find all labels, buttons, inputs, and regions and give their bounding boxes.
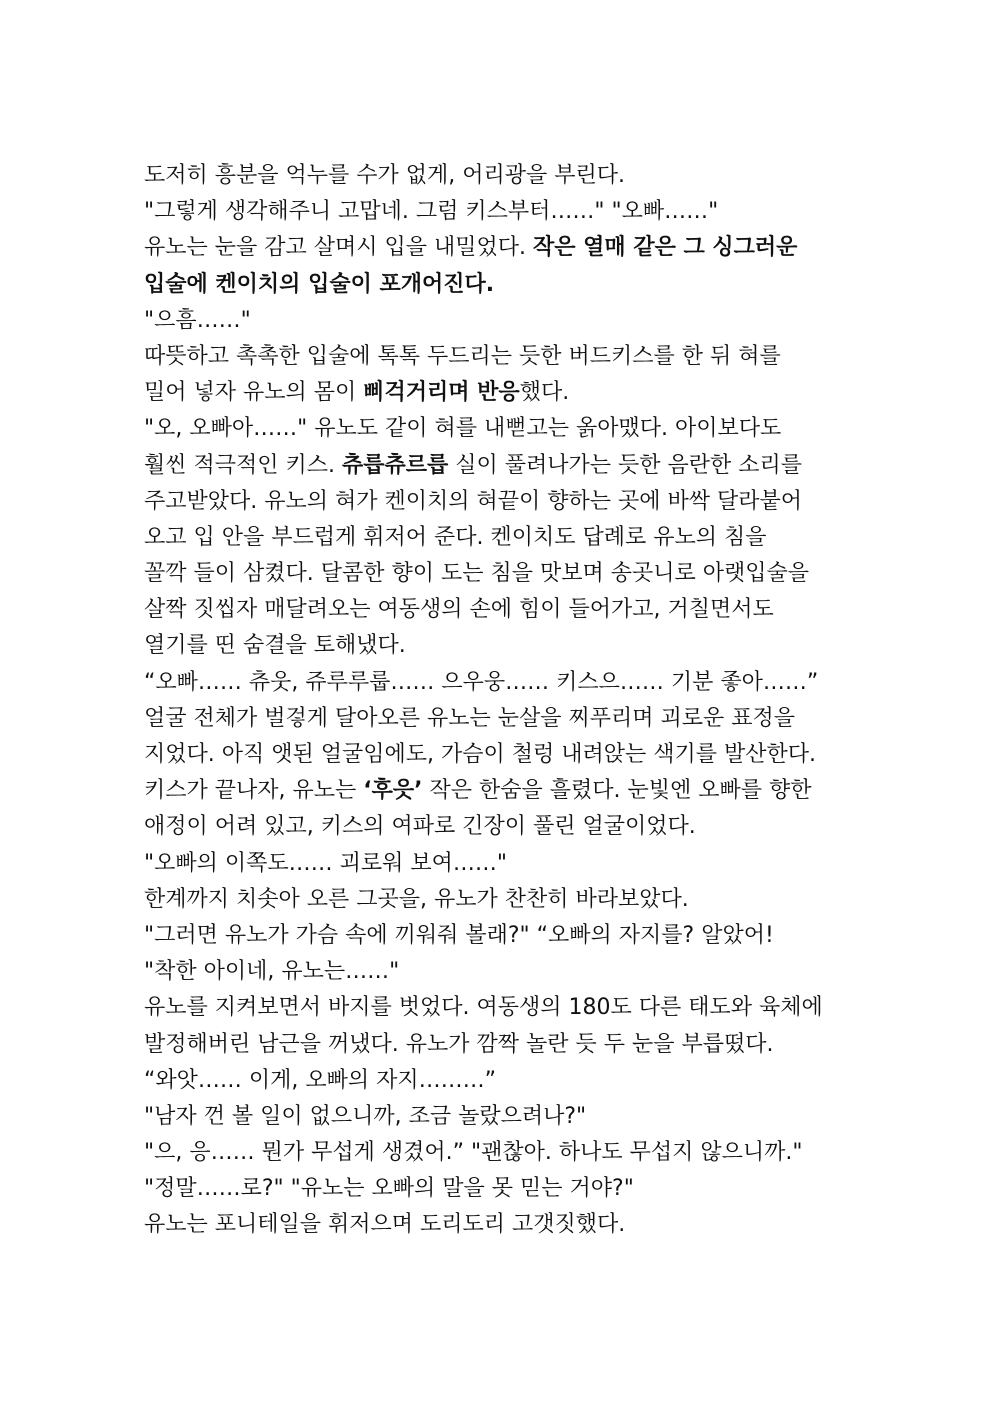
text-run: 유노는 눈을 감고 살며시 입을 내밀었다.	[144, 235, 533, 261]
text-run: "오빠의 이쪽도…… 괴로워 보여……"	[144, 850, 507, 876]
emphasized-text: 작은 열매 같은 그 싱그러운	[533, 235, 798, 261]
text-run: 꼴깍 들이 삼켰다. 달콤한 향이 도는 침을 맛보며 송곳니로 아랫입술을	[144, 561, 809, 587]
text-run: 했다.	[519, 380, 570, 406]
text-run: "남자 껀 볼 일이 없으니까, 조금 놀랐으려나?"	[144, 1103, 587, 1129]
text-run: "으, 응…… 뭔가 무섭게 생겼어.” "괜찮아. 하나도 무섭지 않으니까."	[144, 1140, 803, 1166]
text-line	[144, 737, 856, 773]
text-line	[144, 520, 856, 556]
text-run: "으흠……"	[144, 307, 251, 333]
text-line	[144, 990, 856, 1026]
emphasized-text: ‘후읏’	[363, 778, 423, 804]
emphasized-text: 츄릅츄르릅	[342, 452, 449, 478]
text-run: 애정이 어려 있고, 키스의 여파로 긴장이 풀린 얼굴이었다.	[144, 814, 696, 840]
text-line	[144, 1171, 856, 1207]
text-run: 밀어 넣자 유노의 몸이	[144, 380, 364, 406]
text-line	[144, 809, 856, 845]
text-line	[144, 1063, 856, 1099]
text-run: 오고 입 안을 부드럽게 휘저어 준다. 켄이치도 답례로 유노의 침을	[144, 524, 767, 550]
text-run: 훨씬 적극적인 키스.	[144, 452, 342, 478]
text-line	[144, 1207, 856, 1243]
text-run: 발정해버린 남근을 꺼냈다. 유노가 깜짝 놀란 듯 두 눈을 부릅떴다.	[144, 1031, 774, 1057]
text-run: "그러면 유노가 가슴 속에 끼워줘 볼래?" “오빠의 자지를? 알았어!	[144, 922, 774, 948]
text-line	[144, 918, 856, 954]
text-run: 살짝 짓씹자 매달려오는 여동생의 손에 힘이 들어가고, 거칠면서도	[144, 597, 774, 623]
text-line	[144, 1135, 856, 1171]
text-run: 도저히 흥분을 억누를 수가 없게, 어리광을 부린다.	[144, 163, 625, 188]
emphasized-text: 삐걱거리며 반응	[363, 380, 520, 406]
text-run: “와앗…… 이게, 오빠의 자지………”	[144, 1067, 497, 1093]
text-run: "착한 아이네, 유노는……"	[144, 959, 400, 985]
text-line	[144, 1027, 856, 1063]
text-line	[144, 628, 856, 664]
text-run: 실이 풀려나가는 듯한 음란한 소리를	[448, 452, 803, 478]
text-line	[144, 375, 856, 411]
text-line	[144, 882, 856, 918]
text-line	[144, 230, 856, 266]
text-line	[144, 194, 856, 230]
emphasized-text: 입술에 켄이치의 입술이 포개어진다.	[144, 271, 495, 297]
text-line	[144, 411, 856, 447]
text-run: 주고받았다. 유노의 혀가 켄이치의 혀끝이 향하는 곳에 바싹 달라붙어	[144, 488, 802, 514]
text-line	[144, 158, 856, 194]
text-run: 유노를 지켜보면서 바지를 벗었다. 여동생의 180도 다른 태도와 육체에	[144, 995, 823, 1021]
text-line	[144, 267, 856, 303]
text-run: “오빠…… 츄웃, 쥬루루룹…… 으우웅…… 키스으…… 기분 좋아……”	[144, 669, 819, 695]
text-line	[144, 592, 856, 628]
text-run: 얼굴 전체가 벌겋게 달아오른 유노는 눈살을 찌푸리며 괴로운 표정을	[144, 705, 796, 731]
text-line	[144, 665, 856, 701]
text-line	[144, 701, 856, 737]
body-text	[144, 158, 856, 1244]
text-run: "오, 오빠아……" 유노도 같이 혀를 내뻗고는 옭아맸다. 아이보다도	[144, 416, 782, 442]
text-line	[144, 954, 856, 990]
text-line	[144, 1099, 856, 1135]
text-line	[144, 773, 856, 809]
text-run: 키스가 끝나자, 유노는	[144, 778, 364, 804]
text-line	[144, 556, 856, 592]
text-line	[144, 339, 856, 375]
text-run: 지었다. 아직 앳된 얼굴임에도, 가슴이 철렁 내려앉는 색기를 발산한다.	[144, 742, 816, 767]
text-run: "그렇게 생각해주니 고맙네. 그럼 키스부터……" "오빠……"	[144, 199, 719, 225]
text-run: 유노는 포니테일을 휘저으며 도리도리 고갯짓했다.	[144, 1212, 626, 1238]
text-run: 열기를 띤 숨결을 토해냈다.	[144, 633, 406, 659]
text-run: 따뜻하고 촉촉한 입술에 톡톡 두드리는 듯한 버드키스를 한 뒤 혀를	[144, 343, 781, 369]
text-line	[144, 303, 856, 339]
text-run: "정말……로?" "유노는 오빠의 말을 못 믿는 거야?"	[144, 1176, 634, 1202]
text-run: 한계까지 치솟아 오른 그곳을, 유노가 찬찬히 바라보았다.	[144, 886, 689, 912]
text-line	[144, 448, 856, 484]
text-line	[144, 846, 856, 882]
text-run: 작은 한숨을 흘렸다. 눈빛엔 오빠를 향한	[422, 778, 812, 804]
text-line	[144, 484, 856, 520]
